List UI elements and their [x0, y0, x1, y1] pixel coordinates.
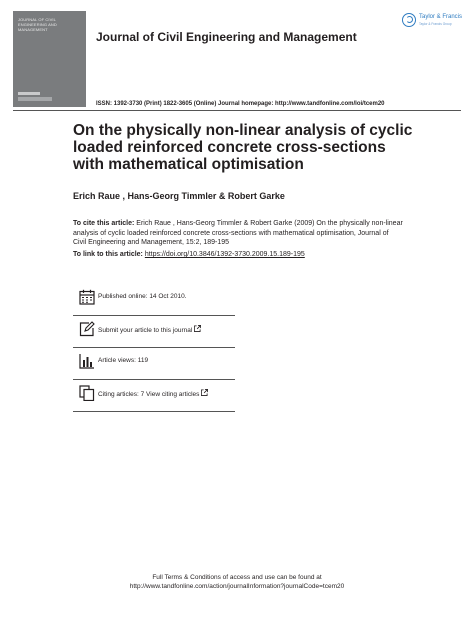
- external-link-icon: [201, 389, 208, 396]
- publisher-tagline: Taylor & Francis Group: [419, 22, 452, 26]
- citing-row[interactable]: [73, 385, 235, 407]
- terms-footer: [0, 573, 474, 591]
- divider: [73, 347, 235, 348]
- doi-link[interactable]: https://doi.org/10.3846/1392-3730.2009.15.189-195: [144, 251, 305, 258]
- published-row: [73, 289, 235, 311]
- divider: [73, 315, 235, 316]
- cover-title: JOURNAL OF CIVIL ENGINEERING AND MANAGEMENT: [18, 17, 57, 32]
- header-divider: [13, 110, 461, 111]
- issn-line: ISSN: 1392-3730 (Print) 1822-3605 (Online) Journal homepage: http://www.tandfonline.com/loi/tcem20: [96, 101, 385, 107]
- citing-articles-icon: [79, 385, 95, 401]
- citation-block: [73, 219, 403, 248]
- external-link-icon: [194, 325, 201, 332]
- article-views: Article views: 119: [98, 357, 149, 364]
- divider: [73, 379, 235, 380]
- footer-line: Full Terms & Conditions of access and use can be found at: [152, 574, 322, 581]
- publisher-logo[interactable]: [402, 13, 462, 31]
- calendar-icon: [79, 289, 95, 305]
- submit-link[interactable]: [98, 325, 201, 334]
- cover-footer-bar: [18, 97, 52, 101]
- publisher-logo-icon: [402, 13, 416, 27]
- doi-link-block: [73, 251, 305, 258]
- publisher-name: Taylor & Francis: [419, 14, 463, 20]
- citing-label: Citing articles: 7 View citing articles: [98, 391, 200, 398]
- published-date: Published online: 14 Oct 2010.: [98, 293, 187, 300]
- footer-url[interactable]: http://www.tandfonline.com/action/journalInformation?journalCode=tcem20: [129, 583, 345, 590]
- cite-text: Erich Raue , Hans-Georg Timmler & Robert Garke (2009) On the physically non-linear analysis of cyclic loaded reinforced concrete cross-sections with mathematical optimisation, Journal of Civil Engineering and Management, 15:2, 189-195: [73, 220, 403, 246]
- authors: Erich Raue , Hans-Georg Timmler & Robert Garke: [73, 191, 285, 201]
- submit-label: Submit your article to this journal: [98, 327, 193, 334]
- views-row: [73, 353, 235, 375]
- divider: [73, 411, 235, 412]
- cover-publisher-mark: [18, 92, 40, 95]
- link-label: To link to this article:: [73, 251, 143, 258]
- submit-row[interactable]: [73, 321, 235, 343]
- cite-label: To cite this article:: [73, 220, 135, 227]
- edit-icon: [79, 321, 95, 337]
- article-title: On the physically non-linear analysis of cyclic loaded reinforced concrete cross-sections with mathematical optimisation: [73, 122, 413, 173]
- citing-articles-link[interactable]: [98, 389, 208, 398]
- bar-chart-icon: [79, 353, 95, 369]
- journal-title: Journal of Civil Engineering and Management: [96, 30, 357, 44]
- journal-cover-image: [13, 11, 86, 107]
